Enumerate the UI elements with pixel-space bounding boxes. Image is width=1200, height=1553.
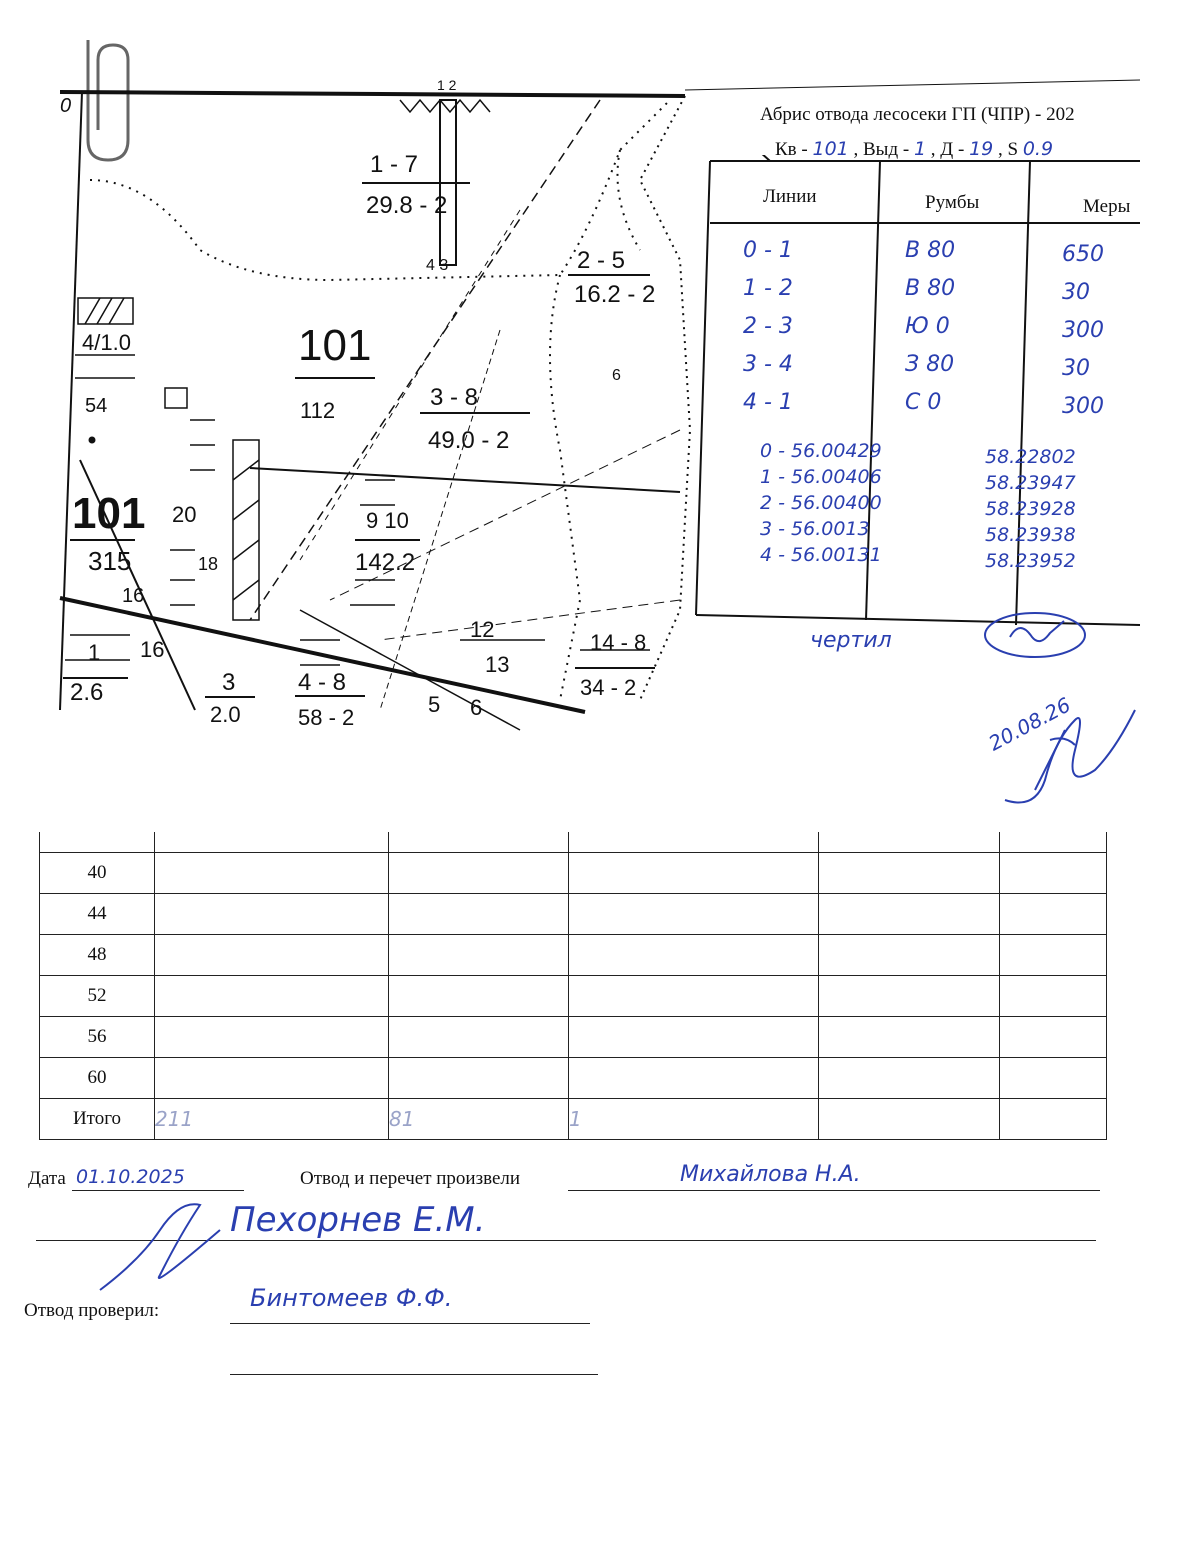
- mera-cell: 30: [1062, 280, 1090, 305]
- performed-value: Михайлова Н.А.: [680, 1162, 861, 1187]
- total-value: 81: [389, 1099, 569, 1140]
- paperclip-icon: [88, 40, 128, 160]
- vyd-value: 1: [913, 138, 927, 160]
- coord-lat: 56.00131: [791, 544, 882, 566]
- line-cell: 1 - 2: [743, 276, 793, 301]
- mera-cell: 30: [1062, 356, 1090, 381]
- map-label: 18: [198, 554, 219, 574]
- checked-value: Бинтомеев Ф.Ф.: [250, 1284, 453, 1312]
- table-row: [40, 1058, 1107, 1099]
- rumb-cell: С 0: [905, 390, 942, 415]
- map-label: 49.0 - 2: [428, 427, 510, 454]
- coord-lon: 58.23928: [985, 498, 1076, 520]
- d-value: 19: [969, 138, 994, 160]
- kv-value: 101: [812, 138, 849, 160]
- table-row: [40, 832, 1107, 853]
- rumb-cell: В 80: [905, 238, 956, 263]
- table-row: [40, 935, 1107, 976]
- map-label: 6: [612, 367, 621, 384]
- abris-rumbs-column: [905, 232, 1015, 422]
- kv-label: Кв -: [775, 139, 808, 160]
- coord-lat: 56.00406: [791, 466, 882, 488]
- map-quarter-number: 101: [298, 321, 372, 370]
- coord-lon: 58.23938: [985, 524, 1076, 546]
- total-value: 1: [569, 1099, 819, 1140]
- table-row: [40, 853, 1107, 894]
- map-label: 9 10: [366, 508, 409, 533]
- drawn-by-label: чертил: [810, 628, 892, 653]
- col-lines: Линии: [763, 186, 817, 207]
- performed-field-line: [568, 1190, 1100, 1191]
- total-row: [40, 1099, 1107, 1140]
- approval-signature-icon: [995, 680, 1145, 820]
- abris-lines-column: [743, 232, 863, 422]
- abris-title: Абрис отвода лесосеки ГП (ЧПР) - 202: [760, 104, 1075, 125]
- map-label: 54: [85, 395, 108, 417]
- map-label: 16: [122, 585, 145, 607]
- coord-lat: 56.0013: [791, 518, 870, 540]
- map-label: 16.2 - 2: [574, 281, 656, 308]
- diameter-cell: 48: [40, 935, 155, 976]
- table-row: [40, 976, 1107, 1017]
- coord-lat: 56.00400: [791, 492, 882, 514]
- performed-label: Отвод и перечет произвели: [300, 1168, 521, 1189]
- date-value: 01.10.2025: [76, 1166, 185, 1188]
- d-label: , Д -: [930, 139, 965, 160]
- map-label: 34 - 2: [580, 675, 637, 700]
- map-label: 29.8 - 2: [366, 192, 448, 219]
- total-label: Итого: [40, 1099, 155, 1140]
- coord-lon: 58.22802: [985, 446, 1076, 468]
- rumb-cell: Ю 0: [905, 314, 950, 339]
- map-label: 1 - 7: [370, 151, 419, 178]
- map-label: 1: [88, 640, 101, 665]
- second-performer-value: Пехорнев Е.М.: [230, 1200, 486, 1240]
- mera-cell: 650: [1062, 242, 1104, 267]
- coord-lon: 58.23952: [985, 550, 1076, 572]
- col-measures: Меры: [1083, 196, 1131, 217]
- map-label: 4 - 8: [298, 669, 347, 696]
- map-label: 16: [140, 637, 165, 662]
- sign-date: 20.08.26: [984, 692, 1075, 756]
- drawn-signature-icon: [980, 605, 1110, 665]
- map-label: 4 3: [426, 257, 449, 274]
- mera-cell: 300: [1062, 318, 1104, 343]
- map-label: 5: [428, 692, 441, 717]
- map-quarter-left: 101: [72, 489, 146, 538]
- coord-point: 3 -: [760, 518, 785, 540]
- mera-cell: 300: [1062, 394, 1104, 419]
- s-value: 0.9: [1022, 138, 1054, 160]
- map-label: 3: [222, 669, 236, 696]
- coord-point: 0 -: [760, 440, 785, 462]
- table-row: [40, 894, 1107, 935]
- map-label: 2.0: [210, 702, 241, 727]
- tally-table: [39, 832, 1107, 1140]
- checked-label: Отвод проверил:: [24, 1300, 160, 1321]
- abris-measures-column: [1062, 236, 1142, 426]
- map-label: 14 - 8: [590, 630, 647, 655]
- line-cell: 2 - 3: [743, 314, 793, 339]
- map-label: 0: [60, 95, 72, 117]
- rumb-cell: В 80: [905, 276, 956, 301]
- coord-point: 4 -: [760, 544, 785, 566]
- total-value: 211: [155, 1099, 389, 1140]
- map-quarter-left-sub: 315: [88, 546, 132, 576]
- performer-signature-icon: [95, 1195, 245, 1295]
- diameter-cell: 60: [40, 1058, 155, 1099]
- vyd-label: , Выд -: [853, 139, 910, 160]
- rumb-cell: З 80: [905, 352, 955, 377]
- line-cell: 4 - 1: [743, 390, 793, 415]
- map-label: 2 - 5: [577, 247, 626, 274]
- checked-field-line: [230, 1323, 590, 1324]
- diameter-cell: 40: [40, 853, 155, 894]
- map-label: 1 2: [437, 77, 457, 93]
- map-label: 13: [485, 652, 510, 677]
- map-label: 3 - 8: [430, 384, 479, 411]
- coord-lon: 58.23947: [985, 472, 1076, 494]
- col-rumbs: Румбы: [925, 192, 980, 213]
- map-label: 12: [470, 617, 495, 642]
- date-label: Дата: [28, 1168, 66, 1189]
- map-label: 6: [470, 695, 483, 720]
- map-label: 20: [172, 502, 197, 527]
- diameter-cell: 44: [40, 894, 155, 935]
- diameter-cell: 52: [40, 976, 155, 1017]
- date-field-line: [72, 1190, 244, 1191]
- coords-lon-column: [985, 444, 1125, 574]
- diameter-cell: 56: [40, 1017, 155, 1058]
- coord-point: 1 -: [760, 466, 785, 488]
- map-label: 2.6: [70, 679, 104, 706]
- s-label: , S: [998, 139, 1019, 160]
- map-label: 58 - 2: [298, 705, 355, 730]
- coord-lat: 56.00429: [791, 440, 882, 462]
- map-label: 4/1.0: [82, 330, 131, 355]
- map-labels: [60, 77, 655, 730]
- coord-point: 2 -: [760, 492, 785, 514]
- map-label: 142.2: [355, 549, 416, 576]
- table-row: [40, 1017, 1107, 1058]
- extra-signature-line: [230, 1374, 598, 1375]
- line-cell: 0 - 1: [743, 238, 793, 263]
- line-cell: 3 - 4: [743, 352, 793, 377]
- map-quarter-sub: 112: [300, 398, 336, 423]
- coords-lat-column: [760, 438, 950, 568]
